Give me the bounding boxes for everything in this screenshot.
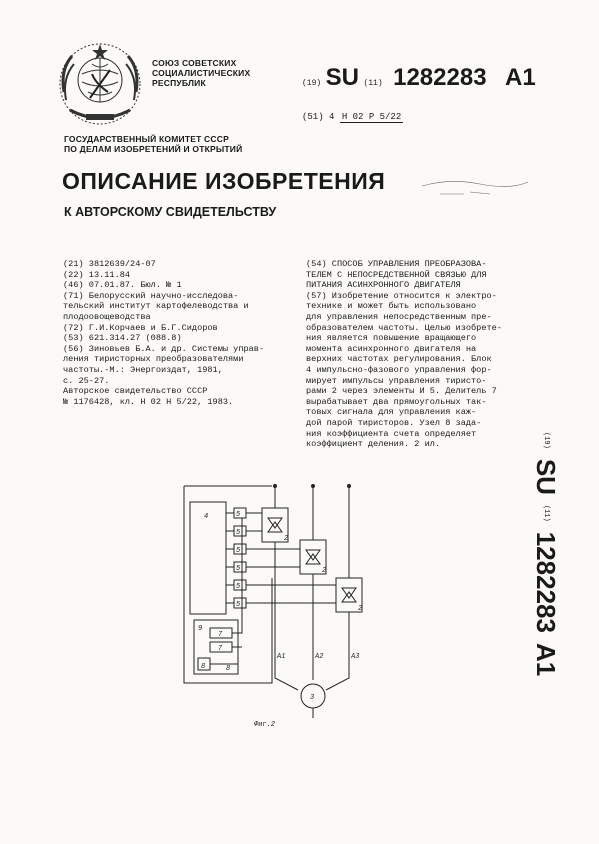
block-label: 2 bbox=[358, 605, 363, 613]
patent-number: 1282283 bbox=[393, 64, 487, 91]
union-line: РЕСПУБЛИК bbox=[152, 78, 206, 88]
side-kind-code: A1 bbox=[531, 642, 562, 677]
figure-caption: Фиг.2 bbox=[254, 721, 276, 729]
phase-label: A2 bbox=[315, 653, 324, 661]
abstract-line: рами 2 через элементы И 5. Делитель 7 bbox=[306, 386, 497, 397]
page-subtitle: К АВТОРСКОМУ СВИДЕТЕЛЬСТВУ bbox=[64, 205, 277, 219]
country-code-prefix: (19) bbox=[302, 79, 322, 88]
biblio-line: с. 25-27. bbox=[63, 375, 110, 386]
side-number-prefix: (11) bbox=[542, 504, 550, 522]
block-label: 5 bbox=[236, 511, 241, 519]
biblio-line: (53) 621.314.27 (088.8) bbox=[63, 333, 182, 344]
abstract-line: товых сигнала для управления каж- bbox=[306, 407, 477, 418]
biblio-line: Авторское свидетельство СССР bbox=[63, 386, 208, 397]
abstract-line: коэффициент деления. 2 ил. bbox=[306, 439, 441, 450]
biblio-line: (46) 07.01.87. Бюл. № 1 bbox=[63, 280, 182, 291]
abstract-line: для управления непосредственным пре- bbox=[306, 311, 492, 322]
block-label: 2 bbox=[322, 567, 327, 575]
bibliographic-data bbox=[63, 259, 291, 407]
page-title: ОПИСАНИЕ ИЗОБРЕТЕНИЯ bbox=[62, 168, 386, 194]
motor-label: 3 bbox=[310, 694, 315, 702]
abstract-line: 4 импульсно-фазового управления фор- bbox=[306, 364, 492, 375]
abstract-line: (57) Изобретение относится к электро- bbox=[306, 290, 497, 301]
block-label: 7 bbox=[218, 645, 223, 653]
committee-line: ПО ДЕЛАМ ИЗОБРЕТЕНИЙ И ОТКРЫТИЙ bbox=[64, 144, 243, 154]
abstract-line: ПИТАНИЯ АСИНХРОННОГО ДВИГАТЕЛЯ bbox=[306, 280, 461, 291]
country-code: SU bbox=[325, 64, 359, 91]
side-country-prefix: (19) bbox=[542, 432, 550, 449]
block-label: 8 bbox=[226, 665, 231, 673]
abstract-line: ния является повышение вращающего bbox=[306, 333, 477, 344]
side-country-code: SU bbox=[531, 458, 562, 495]
union-line: СОЮЗ СОВЕТСКИХ bbox=[152, 58, 237, 68]
library-stamp bbox=[420, 172, 530, 202]
side-patent-number: 1282283 bbox=[531, 531, 562, 633]
biblio-line: (72) Г.И.Корчаев и Б.Г.Сидоров bbox=[63, 322, 218, 333]
block-label: 9 bbox=[198, 625, 203, 633]
abstract-line: (54) СПОСОБ УПРАВЛЕНИЯ ПРЕОБРАЗОВА- bbox=[306, 259, 487, 269]
block-label: 5 bbox=[236, 583, 241, 591]
union-line: СОЦИАЛИСТИЧЕСКИХ bbox=[152, 68, 251, 78]
union-name bbox=[152, 58, 250, 88]
number-prefix: (11) bbox=[363, 79, 383, 88]
abstract-line: ния коэффициента счета определяет bbox=[306, 428, 477, 439]
kind-code: A1 bbox=[505, 64, 536, 91]
abstract-line: образователем частоты. Целью изобрете- bbox=[306, 322, 502, 333]
block-label: 8 bbox=[201, 663, 206, 671]
abstract-line: дой парой тиристоров. Узел 8 зада- bbox=[306, 417, 482, 428]
abstract-line: технике и может быть использовано bbox=[306, 301, 477, 312]
ussr-emblem bbox=[56, 40, 144, 128]
ipc-prefix: (51) 4 bbox=[302, 112, 335, 122]
block-label: 5 bbox=[236, 601, 241, 609]
biblio-line: (56) Зиновьев Б.А. и др. Системы управ- bbox=[63, 343, 265, 354]
biblio-line: (71) Белорусский научно-исследова- bbox=[63, 290, 239, 301]
biblio-line: тельский институт картофелеводства и bbox=[63, 301, 249, 312]
biblio-line: плодоовощеводства bbox=[63, 311, 151, 322]
abstract-line: верхних частотах регулирования. Блок bbox=[306, 354, 492, 365]
biblio-line: (22) 13.11.84 bbox=[63, 269, 131, 280]
block-label: 5 bbox=[236, 529, 241, 537]
phase-label: A3 bbox=[351, 653, 360, 661]
biblio-line: № 1176428, кл. Н 02 Н 5/22, 1983. bbox=[63, 396, 234, 407]
side-document-number bbox=[520, 432, 576, 710]
abstract-line: ТЕЛЕМ С НЕПОСРЕДСТВЕННОЙ СВЯЗЬЮ ДЛЯ bbox=[306, 269, 487, 280]
ipc-classification bbox=[302, 112, 403, 123]
abstract-line: момента асинхронного двигателя на bbox=[306, 343, 477, 354]
committee-line: ГОСУДАРСТВЕННЫЙ КОМИТЕТ СССР bbox=[64, 134, 229, 144]
abstract-line: мирует импульсы управления тиристо- bbox=[306, 375, 487, 386]
block-label: 2 bbox=[284, 535, 289, 543]
abstract bbox=[306, 259, 520, 450]
ipc-code: Н 02 Р 5/22 bbox=[341, 112, 402, 122]
abstract-line: вырабатывает два прямоугольных так- bbox=[306, 396, 487, 407]
biblio-line: ления тиристорных преобразователями bbox=[63, 354, 244, 365]
biblio-line: частоты.-М.: Энергоиздат, 1981, bbox=[63, 364, 223, 375]
block-label: 5 bbox=[236, 547, 241, 555]
document-number bbox=[302, 64, 536, 92]
block-label: 5 bbox=[236, 565, 241, 573]
biblio-line: (21) 3812639/24-07 bbox=[63, 259, 156, 269]
committee-name bbox=[64, 134, 242, 154]
block-label: 4 bbox=[204, 513, 209, 521]
block-label: 7 bbox=[218, 631, 223, 639]
phase-label: A1 bbox=[277, 653, 286, 661]
circuit-diagram bbox=[176, 478, 376, 723]
